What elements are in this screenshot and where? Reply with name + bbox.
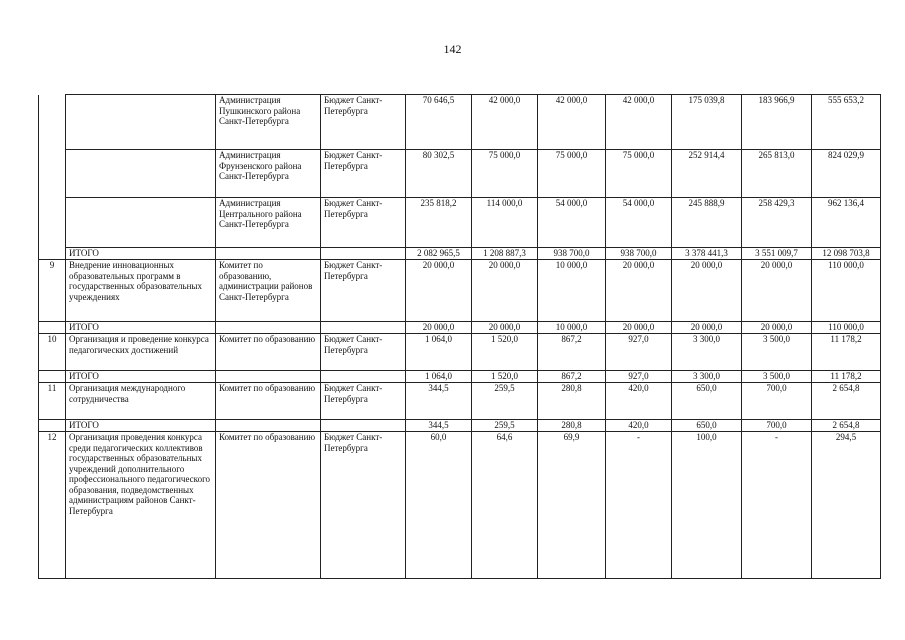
- funding-source-cell: Бюджет Санкт-Петербурга: [321, 150, 406, 198]
- amount-cell: 245 888,9: [672, 198, 742, 248]
- executor-cell: Комитет по образованию: [216, 383, 321, 420]
- amount-cell: 75 000,0: [538, 150, 606, 198]
- amount-cell: 3 500,0: [742, 371, 812, 383]
- total-row: [39, 420, 881, 432]
- amount-cell: 927,0: [606, 334, 672, 371]
- table-row: [39, 198, 881, 248]
- row-number-cell: [39, 198, 66, 248]
- amount-cell: 235 818,2: [406, 198, 472, 248]
- amount-cell: 650,0: [672, 383, 742, 420]
- amount-cell: 114 000,0: [472, 198, 538, 248]
- amount-cell: 344,5: [406, 420, 472, 432]
- row-number-cell: [39, 150, 66, 198]
- amount-cell: 2 082 965,5: [406, 248, 472, 260]
- executor-cell: [216, 371, 321, 383]
- amount-cell: 20 000,0: [472, 322, 538, 334]
- executor-cell: Администрация Фрунзенского района Санкт-Петербурга: [216, 150, 321, 198]
- amount-cell: 100,0: [672, 432, 742, 579]
- amount-cell: 10 000,0: [538, 322, 606, 334]
- amount-cell: 10 000,0: [538, 260, 606, 322]
- amount-cell: 20 000,0: [672, 260, 742, 322]
- amount-cell: 75 000,0: [472, 150, 538, 198]
- amount-cell: 42 000,0: [472, 95, 538, 150]
- amount-cell: 420,0: [606, 383, 672, 420]
- amount-cell: 259,5: [472, 383, 538, 420]
- funding-source-cell: Бюджет Санкт-Петербурга: [321, 334, 406, 371]
- amount-cell: 75 000,0: [606, 150, 672, 198]
- amount-cell: 650,0: [672, 420, 742, 432]
- total-label-cell: ИТОГО: [66, 248, 216, 260]
- activity-cell: Организация и проведение конкурса педагогических достижений: [66, 334, 216, 371]
- amount-cell: -: [606, 432, 672, 579]
- amount-cell: 700,0: [742, 383, 812, 420]
- row-number-cell: 10: [39, 334, 66, 371]
- amount-cell: 42 000,0: [538, 95, 606, 150]
- amount-cell: 60,0: [406, 432, 472, 579]
- amount-cell: 259,5: [472, 420, 538, 432]
- executor-cell: [216, 420, 321, 432]
- total-row: [39, 248, 881, 260]
- funding-source-cell: Бюджет Санкт-Петербурга: [321, 198, 406, 248]
- page-number: 142: [443, 42, 462, 56]
- activity-cell: Внедрение инновационных образовательных программ в государственных образовательных учреждениях: [66, 260, 216, 322]
- funding-source-cell: Бюджет Санкт-Петербурга: [321, 383, 406, 420]
- total-row: [39, 322, 881, 334]
- amount-cell: 2 654,8: [812, 420, 881, 432]
- amount-cell: 3 500,0: [742, 334, 812, 371]
- funding-source-cell: Бюджет Санкт-Петербурга: [321, 260, 406, 322]
- amount-cell: 2 654,8: [812, 383, 881, 420]
- amount-cell: 3 378 441,3: [672, 248, 742, 260]
- amount-cell: 252 914,4: [672, 150, 742, 198]
- row-number-cell: 12: [39, 432, 66, 579]
- funding-source-cell: [321, 371, 406, 383]
- amount-cell: 11 178,2: [812, 334, 881, 371]
- amount-cell: 867,2: [538, 334, 606, 371]
- activity-cell: Организация проведения конкурса среди педагогических коллективов государственных образовательных учреждений дополнительного профессионального педагогического образования, подведомственных администрациям районов Санкт-Петербурга: [66, 432, 216, 579]
- amount-cell: 938 700,0: [606, 248, 672, 260]
- funding-source-cell: Бюджет Санкт-Петербурга: [321, 432, 406, 579]
- amount-cell: 265 813,0: [742, 150, 812, 198]
- row-number-cell: [39, 248, 66, 260]
- amount-cell: 20 000,0: [406, 260, 472, 322]
- activity-cell: [66, 150, 216, 198]
- executor-cell: Комитет по образованию: [216, 432, 321, 579]
- amount-cell: 20 000,0: [606, 260, 672, 322]
- table-row: [39, 260, 881, 322]
- amount-cell: 927,0: [606, 371, 672, 383]
- amount-cell: 280,8: [538, 383, 606, 420]
- amount-cell: 69,9: [538, 432, 606, 579]
- amount-cell: 20 000,0: [406, 322, 472, 334]
- amount-cell: 1 520,0: [472, 371, 538, 383]
- amount-cell: 64,6: [472, 432, 538, 579]
- amount-cell: 938 700,0: [538, 248, 606, 260]
- amount-cell: 42 000,0: [606, 95, 672, 150]
- total-label-cell: ИТОГО: [66, 420, 216, 432]
- amount-cell: 20 000,0: [472, 260, 538, 322]
- table-row: [39, 383, 881, 420]
- table-row: [39, 432, 881, 579]
- total-row: [39, 371, 881, 383]
- amount-cell: 175 039,8: [672, 95, 742, 150]
- amount-cell: 867,2: [538, 371, 606, 383]
- amount-cell: 1 064,0: [406, 334, 472, 371]
- amount-cell: 183 966,9: [742, 95, 812, 150]
- executor-cell: [216, 248, 321, 260]
- row-number-cell: [39, 371, 66, 383]
- amount-cell: 54 000,0: [606, 198, 672, 248]
- amount-cell: 1 520,0: [472, 334, 538, 371]
- table-row: [39, 150, 881, 198]
- executor-cell: Администрация Пушкинского района Санкт-Петербурга: [216, 95, 321, 150]
- budget-table: [38, 94, 881, 579]
- amount-cell: 258 429,3: [742, 198, 812, 248]
- amount-cell: 110 000,0: [812, 322, 881, 334]
- row-number-cell: 9: [39, 260, 66, 322]
- table-row: [39, 334, 881, 371]
- amount-cell: 3 300,0: [672, 371, 742, 383]
- executor-cell: Комитет по образованию: [216, 334, 321, 371]
- amount-cell: 824 029,9: [812, 150, 881, 198]
- amount-cell: 12 098 703,8: [812, 248, 881, 260]
- amount-cell: 1 064,0: [406, 371, 472, 383]
- amount-cell: 1 208 887,3: [472, 248, 538, 260]
- amount-cell: 555 653,2: [812, 95, 881, 150]
- total-label-cell: ИТОГО: [66, 322, 216, 334]
- amount-cell: 70 646,5: [406, 95, 472, 150]
- table-body: [39, 95, 881, 579]
- amount-cell: 280,8: [538, 420, 606, 432]
- amount-cell: 54 000,0: [538, 198, 606, 248]
- funding-source-cell: [321, 420, 406, 432]
- funding-source-cell: [321, 248, 406, 260]
- amount-cell: -: [742, 432, 812, 579]
- table-row: [39, 95, 881, 150]
- amount-cell: 962 136,4: [812, 198, 881, 248]
- total-label-cell: ИТОГО: [66, 371, 216, 383]
- activity-cell: Организация международного сотрудничества: [66, 383, 216, 420]
- activity-cell: [66, 198, 216, 248]
- row-number-cell: [39, 420, 66, 432]
- funding-source-cell: Бюджет Санкт-Петербурга: [321, 95, 406, 150]
- funding-source-cell: [321, 322, 406, 334]
- executor-cell: Комитет по образованию, администрации районов Санкт-Петербурга: [216, 260, 321, 322]
- amount-cell: 700,0: [742, 420, 812, 432]
- row-number-cell: 11: [39, 383, 66, 420]
- amount-cell: 3 551 009,7: [742, 248, 812, 260]
- activity-cell: [66, 95, 216, 150]
- executor-cell: [216, 322, 321, 334]
- amount-cell: 20 000,0: [672, 322, 742, 334]
- amount-cell: 420,0: [606, 420, 672, 432]
- amount-cell: 20 000,0: [606, 322, 672, 334]
- amount-cell: 20 000,0: [742, 260, 812, 322]
- amount-cell: 80 302,5: [406, 150, 472, 198]
- amount-cell: 11 178,2: [812, 371, 881, 383]
- row-number-cell: [39, 95, 66, 150]
- amount-cell: 110 000,0: [812, 260, 881, 322]
- row-number-cell: [39, 322, 66, 334]
- amount-cell: 3 300,0: [672, 334, 742, 371]
- amount-cell: 344,5: [406, 383, 472, 420]
- amount-cell: 20 000,0: [742, 322, 812, 334]
- amount-cell: 294,5: [812, 432, 881, 579]
- executor-cell: Администрация Центрального района Санкт-Петербурга: [216, 198, 321, 248]
